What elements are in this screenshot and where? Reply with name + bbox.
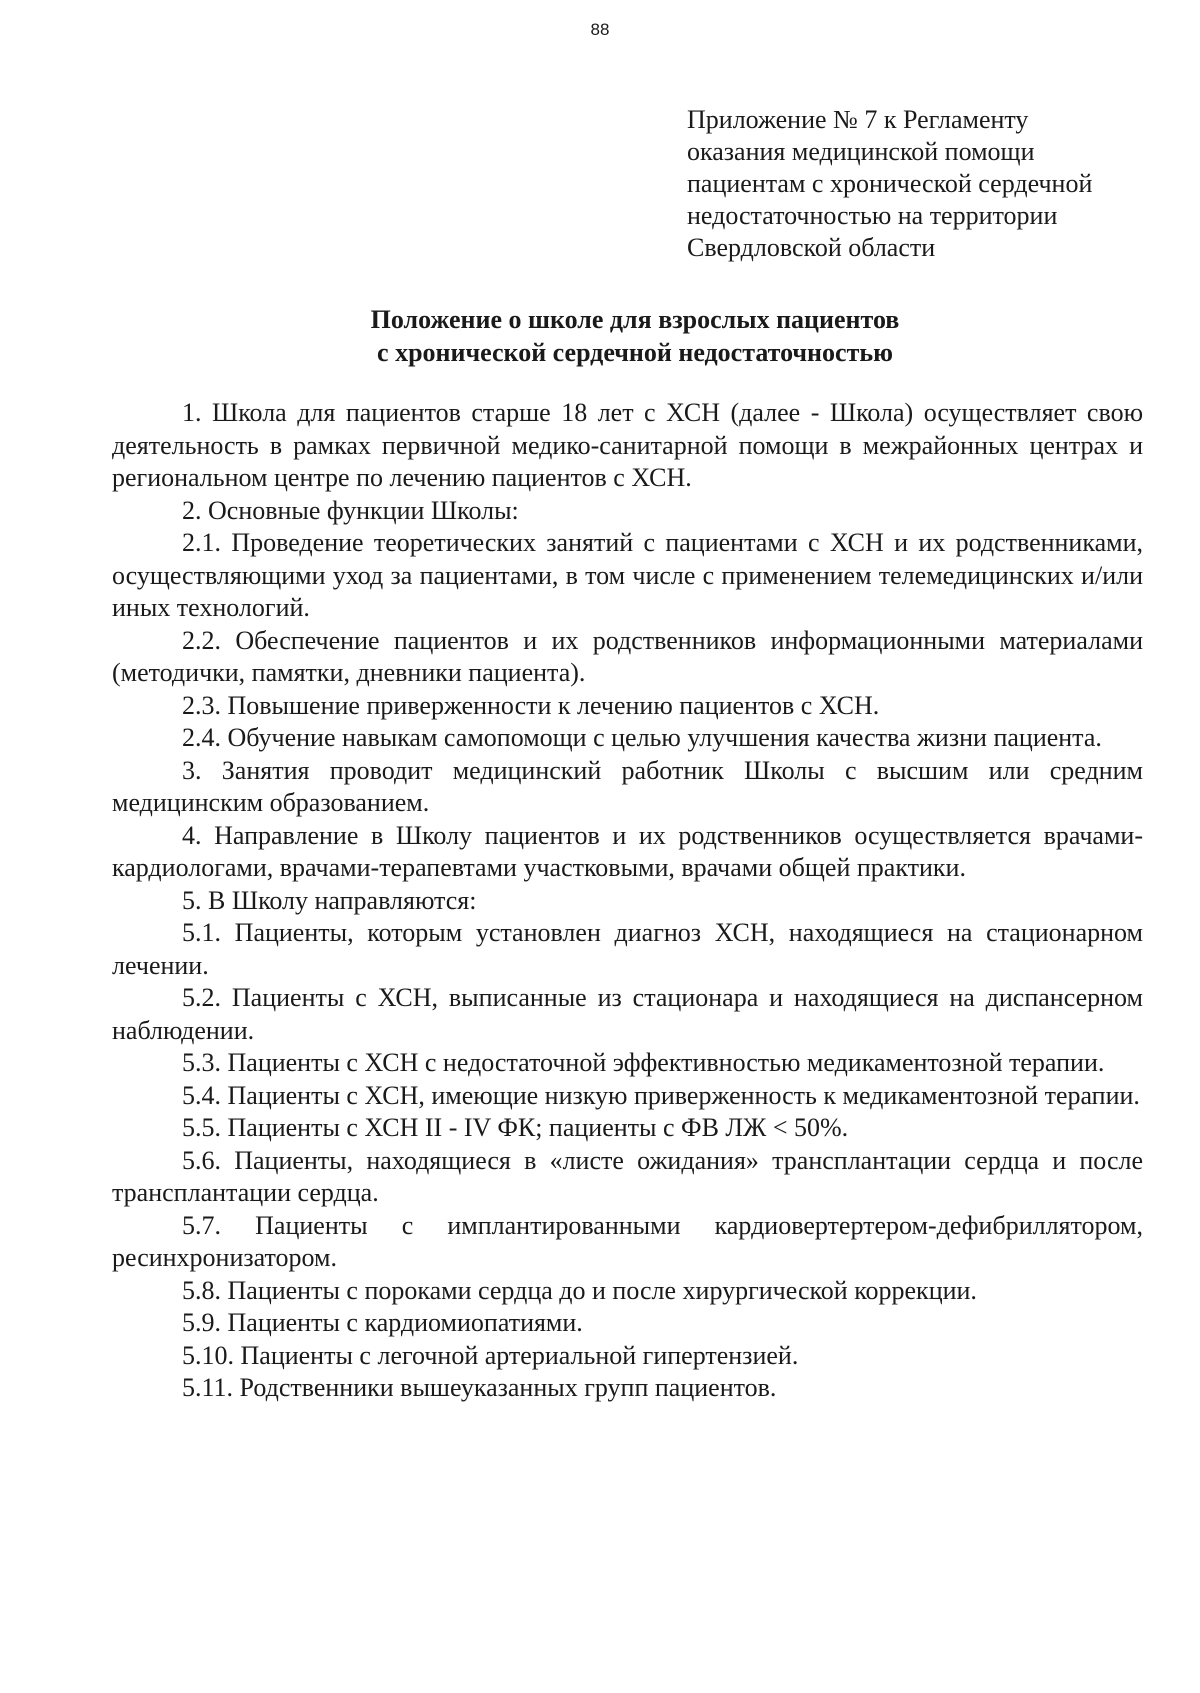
- appendix-header: Приложение № 7 к Регламенту оказания медицинской помощи пациентам с хронической сердечной недостаточностью на территории Свердловской области: [687, 105, 1093, 262]
- paragraph-2-4: 2.4. Обучение навыкам самопомощи с целью улучшения качества жизни пациента.: [182, 723, 1102, 752]
- paragraph-5-7: 5.7. Пациенты с имплантированными кардиовертертером-дефибриллятором, ресинхронизатором.: [112, 1210, 1143, 1272]
- paragraph-5-11: 5.11. Родственники вышеуказанных групп пациентов.: [182, 1373, 777, 1402]
- page-number: 88: [590, 20, 610, 39]
- document-body: [112, 397, 1143, 1405]
- paragraph-5-8: 5.8. Пациенты с пороками сердца до и после хирургической коррекции.: [182, 1275, 977, 1305]
- paragraph-5-1: 5.1. Пациенты, которым установлен диагноз ХСН, находящиеся на стационарном лечении.: [112, 918, 1143, 980]
- paragraph-2: 2. Основные функции Школы:: [182, 495, 519, 525]
- paragraph-2-1: 2.1. Проведение теоретических занятий с пациентами с ХСН и их родственниками, осуществляющими уход за пациентами, в том числе с применением телемедицинских и/или иных технологий.: [112, 528, 1143, 622]
- paragraph-2-3: 2.3. Повышение приверженности к лечению пациентов с ХСН.: [182, 690, 880, 720]
- paragraph-3: 3. Занятия проводит медицинский работник Школы с высшим или средним медицинским образованием.: [112, 755, 1143, 817]
- paragraph-5-6: 5.6. Пациенты, находящиеся в «листе ожидания» трансплантации сердца и после трансплантации сердца.: [112, 1145, 1143, 1207]
- paragraph-5-2: 5.2. Пациенты с ХСН, выписанные из стационара и находящиеся на диспансерном наблюдении.: [112, 983, 1143, 1045]
- paragraph-5: 5. В Школу направляются:: [182, 885, 477, 915]
- paragraph-2-2: 2.2. Обеспечение пациентов и их родственников информационными материалами (методички, памятки, дневники пациента).: [112, 625, 1143, 687]
- paragraph-5-3: 5.3. Пациенты с ХСН с недостаточной эффективностью медикаментозной терапии.: [182, 1048, 1105, 1077]
- paragraph-1: 1. Школа для пациентов старше 18 лет с ХСН (далее - Школа) осуществляет свою деятельность в рамках первичной медико-санитарной помощи в межрайонных центрах и региональном центре по лечению пациентов с ХСН.: [112, 398, 1143, 492]
- paragraph-4: 4. Направление в Школу пациентов и их родственников осуществляется врачами-кардиологами, врачами-терапевтами участковыми, врачами общей практики.: [112, 820, 1143, 882]
- paragraph-5-4: 5.4. Пациенты с ХСН, имеющие низкую приверженность к медикаментозной терапии.: [182, 1080, 1140, 1110]
- document-title: Положение о школе для взрослых пациентов с хронической сердечной недостаточностью: [370, 305, 900, 367]
- paragraph-5-5: 5.5. Пациенты с ХСН II - IV ФК; пациенты с ФВ ЛЖ < 50%.: [182, 1113, 849, 1142]
- paragraph-5-10: 5.10. Пациенты с легочной артериальной гипертензией.: [182, 1340, 799, 1370]
- paragraph-5-9: 5.9. Пациенты с кардиомиопатиями.: [182, 1308, 583, 1337]
